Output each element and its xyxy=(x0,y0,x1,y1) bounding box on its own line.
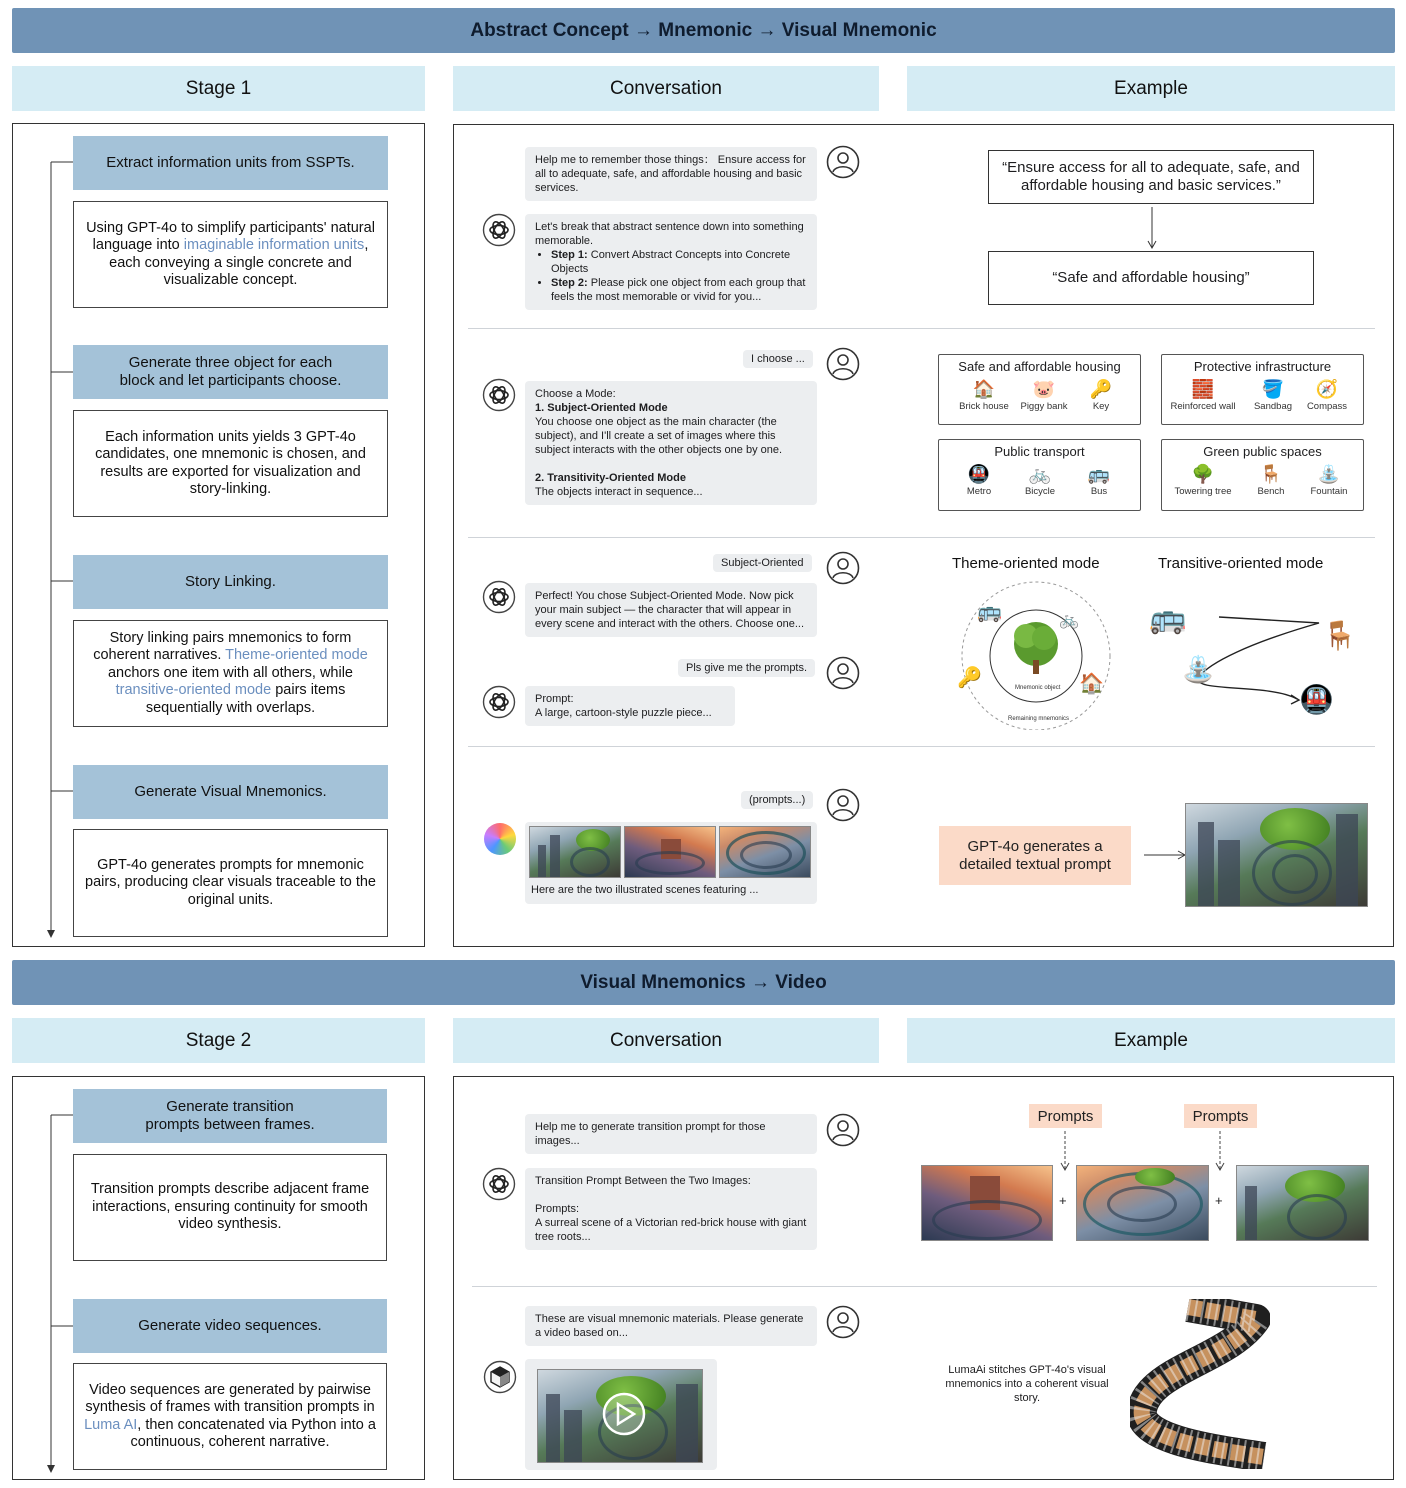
user-message: These are visual mnemonic materials. Please generate a video based on... xyxy=(525,1306,817,1346)
generated-scene-image xyxy=(529,826,621,878)
remaining-mnemonics-label: Remaining mnemonics xyxy=(1008,716,1070,722)
frame-image-1 xyxy=(921,1165,1053,1241)
object-group-infrastructure xyxy=(1161,354,1364,425)
prompts-tag: Prompts xyxy=(1184,1104,1257,1128)
group-title: Public transport xyxy=(994,444,1085,459)
assistant-message: Choose a Mode: 1. Subject-Oriented Mode You choose one object as the main character (the subject), and I'll create a set of images where this subject interacts with the other objects one by one. 2. Transitivity-Oriented Mode The objects interact in sequence... xyxy=(525,381,817,505)
bicycle-icon: 🚲 Bicycle xyxy=(1024,464,1056,497)
user-avatar-icon xyxy=(826,145,860,179)
stage1-conversation-panel xyxy=(453,124,1394,947)
brick-house-icon: 🏠 xyxy=(1079,673,1104,695)
frame-image-2 xyxy=(1076,1165,1209,1241)
bus-icon: 🚌 Bus xyxy=(1087,464,1111,497)
theme-oriented-mode-title: Theme-oriented mode xyxy=(952,555,1100,572)
mnemonic-object-label: Mnemonic object xyxy=(1015,685,1061,691)
bus-icon: 🚌 xyxy=(977,601,1002,623)
assistant-image-message xyxy=(525,822,817,904)
step-transition-prompts-title: Generate transition prompts between frames. xyxy=(73,1089,387,1143)
chatgpt-logo-icon xyxy=(482,213,516,247)
theme-oriented-diagram xyxy=(944,580,1124,730)
chatgpt-logo-icon xyxy=(482,378,516,412)
user-message: Pls give me the prompts. xyxy=(678,659,815,677)
group-title: Green public spaces xyxy=(1203,444,1322,459)
bicycle-icon: 🚲 xyxy=(1059,612,1079,629)
step-video-sequences-title: Generate video sequences. xyxy=(73,1299,387,1353)
dashed-arrow-down-icon xyxy=(1213,1129,1227,1173)
stage1-steps-panel xyxy=(12,123,425,947)
object-group-housing xyxy=(938,354,1141,425)
separator xyxy=(472,1286,1377,1287)
luma-caption: LumaAi stitches GPT-4o's visual mnemonics into a coherent visual story. xyxy=(945,1364,1109,1404)
stage1-banner: Abstract Concept → Mnemonic → Visual Mnemonic xyxy=(12,8,1395,53)
reinforced-wall-icon: 🧱 Reinforced wall xyxy=(1170,379,1236,412)
frame-image-3 xyxy=(1236,1165,1369,1241)
object-group-green-spaces xyxy=(1161,439,1364,511)
assistant-message: Prompt: A large, cartoon-style puzzle piece... xyxy=(525,686,735,726)
plus-sign: + xyxy=(1215,1193,1223,1208)
image-generation-icon xyxy=(484,823,516,855)
image-caption: Here are the two illustrated scenes featuring ... xyxy=(531,884,759,896)
key-icon: 🔑 Key xyxy=(1089,379,1113,412)
user-message: Help me to remember those things： Ensure access for all to adequate, safe, and affordable housing and basic services. xyxy=(525,147,817,201)
stage1-col-example: Example xyxy=(907,66,1395,111)
dashed-arrow-down-icon xyxy=(1058,1129,1072,1173)
step-extract-title: Extract information units from SSPTs. xyxy=(73,136,388,190)
generated-scene-image xyxy=(624,826,716,878)
step-visual-mnemonics-desc: GPT-4o generates prompts for mnemonic pairs, producing clear visuals traceable to the original units. xyxy=(73,829,388,937)
fountain-icon: ⛲ Fountain xyxy=(1310,464,1348,497)
object-group-transport xyxy=(938,439,1141,511)
visual-mnemonic-image xyxy=(1185,803,1368,907)
stage2-conversation-panel xyxy=(453,1076,1394,1480)
tree-icon: 🌳 Towering tree xyxy=(1174,464,1232,497)
stage2-col-conversation: Conversation xyxy=(453,1018,879,1063)
sandbag-icon: 🪣 Sandbag xyxy=(1253,379,1293,412)
step-transition-prompts-desc: Transition prompts describe adjacent frame interactions, ensuring continuity for smooth video synthesis. xyxy=(73,1154,387,1261)
example-quote-short: “Safe and affordable housing” xyxy=(988,251,1314,305)
step-story-linking-desc: Story linking pairs mnemonics to form coherent narratives. Theme-oriented mode anchors one item with all others, while transitive-oriented mode pairs items sequentially with overlaps. xyxy=(73,620,388,727)
stage2-col-stage: Stage 2 xyxy=(12,1018,425,1063)
group-title: Safe and affordable housing xyxy=(958,359,1121,374)
user-avatar-icon xyxy=(826,1113,860,1147)
step-generate-objects-desc: Each information units yields 3 GPT-4o candidates, one mnemonic is chosen, and results are exported for visualization and story-linking. xyxy=(73,410,388,517)
stage2-steps-panel xyxy=(12,1076,425,1480)
plus-sign: + xyxy=(1059,1193,1067,1208)
user-avatar-icon xyxy=(826,1305,860,1339)
play-button-icon[interactable] xyxy=(601,1391,647,1437)
stage1-col-conversation: Conversation xyxy=(453,66,879,111)
generated-scene-image xyxy=(719,826,811,878)
arrow-right-icon xyxy=(1142,847,1188,863)
bus-icon: 🚌 xyxy=(1149,602,1187,635)
stage1-col-stage: Stage 1 xyxy=(12,66,425,111)
piggy-bank-icon: 🐷 Piggy bank xyxy=(1020,379,1068,412)
separator xyxy=(468,328,1375,329)
separator xyxy=(468,537,1375,538)
user-avatar-icon xyxy=(826,788,860,822)
step-generate-objects-title: Generate three object for each block and let participants choose. xyxy=(73,345,388,399)
assistant-video-message xyxy=(525,1359,717,1470)
metro-icon: 🚇 Metro xyxy=(966,464,992,497)
assistant-message: Perfect! You chose Subject-Oriented Mode. Now pick your main subject — the character that will appear in every scene and interact with the others. Choose one... xyxy=(525,583,817,637)
separator xyxy=(468,746,1375,747)
step-extract-desc: Using GPT-4o to simplify participants' natural language into imaginable information units, each conveying a single concrete and visualizable concept. xyxy=(73,201,388,308)
user-message: I choose ... xyxy=(743,350,813,368)
stage2-col-example: Example xyxy=(907,1018,1395,1063)
arrow-down-icon xyxy=(1144,205,1160,251)
chatgpt-logo-icon xyxy=(482,1167,516,1201)
brick-house-icon: 🏠 Brick house xyxy=(959,379,1009,412)
assistant-message: Let's break that abstract sentence down into something memorable. • Step 1: Convert Abstract Concepts into Concrete Objects • Step 2: Please pick one object from each group that feels the most memorable or vivid for you... xyxy=(525,214,817,310)
example-quote-full: “Ensure access for all to adequate, safe, and affordable housing and basic services.” xyxy=(988,150,1314,204)
prompts-tag: Prompts xyxy=(1029,1104,1102,1128)
key-icon: 🔑 xyxy=(957,667,982,689)
stage2-banner: Visual Mnemonics → Video xyxy=(12,960,1395,1005)
user-message: Subject-Oriented xyxy=(713,554,812,572)
film-strip-icon xyxy=(1130,1299,1270,1469)
fountain-icon: ⛲ xyxy=(1182,654,1215,684)
bench-icon: 🪑 Bench xyxy=(1257,464,1285,497)
compass-icon: 🧭 Compass xyxy=(1306,379,1348,412)
assistant-message: Transition Prompt Between the Two Images: Prompts: A surreal scene of a Victorian red-brick house with giant tree roots... xyxy=(525,1168,817,1250)
user-message: (prompts...) xyxy=(741,791,813,809)
step-story-linking-title: Story Linking. xyxy=(73,555,388,609)
user-message: Help me to generate transition prompt for those images... xyxy=(525,1114,817,1154)
user-avatar-icon xyxy=(826,347,860,381)
chatgpt-logo-icon xyxy=(482,685,516,719)
gpt-prompt-tag: GPT-4o generates a detailed textual prompt xyxy=(939,826,1131,885)
user-avatar-icon xyxy=(826,551,860,585)
step-video-sequences-desc: Video sequences are generated by pairwise synthesis of frames with transition prompts in Luma AI, then concatenated via Python into a continuous, coherent narrative. xyxy=(73,1363,387,1470)
user-avatar-icon xyxy=(826,656,860,690)
luma-ai-logo-icon xyxy=(483,1360,517,1394)
metro-icon: 🚇 xyxy=(1299,684,1334,715)
group-title: Protective infrastructure xyxy=(1193,359,1332,374)
transitive-oriented-mode-title: Transitive-oriented mode xyxy=(1158,555,1324,572)
step-visual-mnemonics-title: Generate Visual Mnemonics. xyxy=(73,765,388,819)
chair-icon: 🪑 xyxy=(1322,620,1357,651)
chatgpt-logo-icon xyxy=(482,580,516,614)
